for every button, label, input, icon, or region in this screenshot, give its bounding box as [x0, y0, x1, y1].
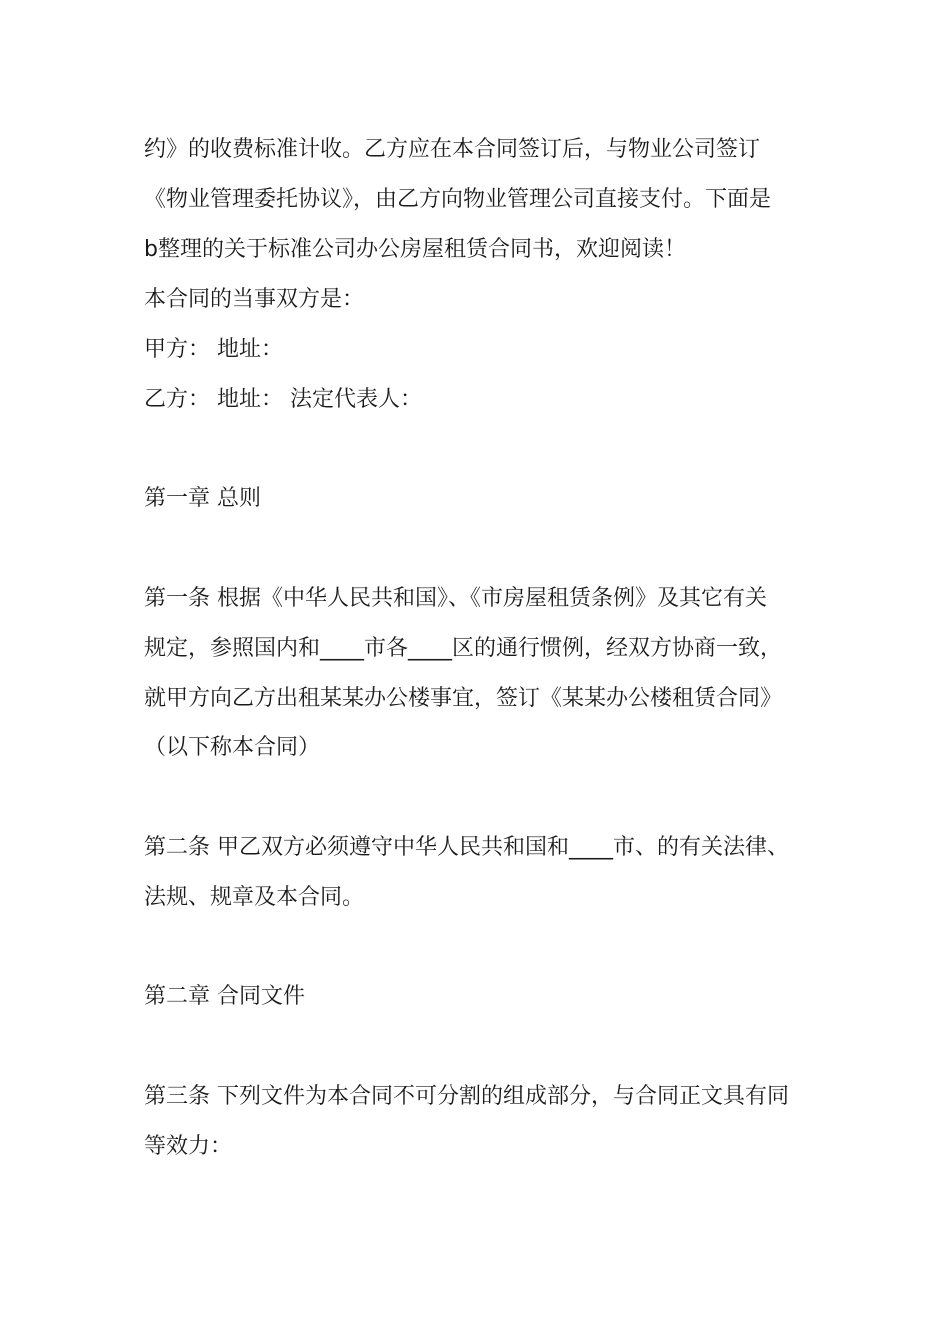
- party-b-line: 乙方： 地址： 法定代表人：: [144, 387, 422, 412]
- article-line: 第一条 根据《中华人民共和国》、《市房屋租赁条例》及其它有关: [144, 586, 767, 611]
- article-line: 第二条 甲乙双方必须遵守中华人民共和国和____市、的有关法律、: [144, 835, 789, 860]
- article-line: 等效力：: [144, 1134, 233, 1159]
- text-line: 《物业管理委托协议》，由乙方向物业管理公司直接支付。下面是: [144, 187, 772, 212]
- text-line: b整理的关于标准公司办公房屋租赁合同书，欢迎阅读！: [144, 237, 686, 262]
- article-line: 第三条 下列文件为本合同不可分割的组成部分，与合同正文具有同: [144, 1084, 789, 1109]
- text-line: 本合同的当事双方是：: [144, 287, 365, 312]
- party-a-line: 甲方： 地址：: [144, 337, 283, 362]
- article-line: 法规、规章及本合同。: [144, 885, 365, 910]
- text-line: 约》的收费标准计收。乙方应在本合同签订后，与物业公司签订: [144, 137, 761, 162]
- chapter-heading: 第二章 合同文件: [144, 984, 305, 1009]
- article-line: （以下称本合同）: [144, 735, 321, 760]
- chapter-heading: 第一章 总则: [144, 486, 261, 511]
- article-line: 规定，参照国内和____市各____区的通行惯例，经双方协商一致，: [144, 636, 783, 661]
- article-line: 就甲方向乙方出租某某办公楼事宜，签订《某某办公楼租赁合同》: [144, 686, 783, 711]
